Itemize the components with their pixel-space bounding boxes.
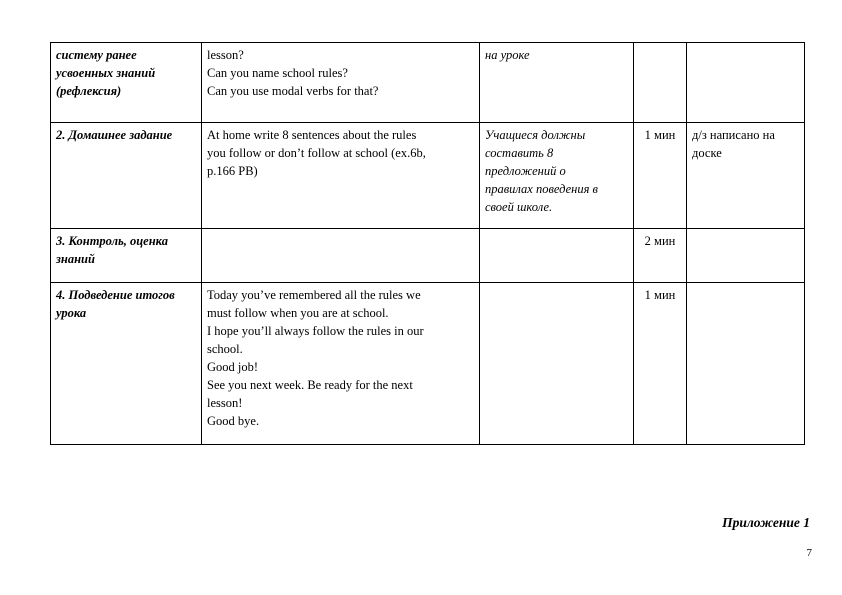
time-cell: 1 мин (634, 283, 687, 445)
student-activity-cell: Учащиеся должны составить 8 предложений о правилах поведения в своей школе. (480, 123, 634, 229)
table-row (51, 229, 805, 283)
stage-cell: 3. Контроль, оценка знаний (51, 229, 202, 283)
student-activity-cell: на уроке (480, 43, 634, 123)
notes-cell (687, 229, 805, 283)
student-activity-cell (480, 283, 634, 445)
table-row (51, 43, 805, 123)
appendix-label: Приложение 1 (722, 515, 810, 530)
table-row (51, 283, 805, 445)
student-activity-cell (480, 229, 634, 283)
notes-cell (687, 283, 805, 445)
time-cell: 2 мин (634, 229, 687, 283)
stage-cell: 4. Подведение итогов урока (51, 283, 202, 445)
stage-cell: системy ранее усвоенных знаний (рефлексия) (51, 43, 202, 123)
notes-cell: д/з написано на доске (687, 123, 805, 229)
time-cell: 1 мин (634, 123, 687, 229)
time-cell (634, 43, 687, 123)
teacher-activity-cell: At home write 8 sentences about the rules you follow or don’t follow at school (ex.6b, p.166 PB) (202, 123, 480, 229)
page-number: 7 (806, 547, 812, 559)
stage-cell: 2. Домашнее задание (51, 123, 202, 229)
teacher-activity-cell (202, 229, 480, 283)
notes-cell (687, 43, 805, 123)
table-row (51, 123, 805, 229)
teacher-activity-cell: lesson? Can you name school rules? Can you use modal verbs for that? (202, 43, 480, 123)
lesson-plan-table (50, 42, 805, 445)
teacher-activity-cell: Today you’ve remembered all the rules we must follow when you are at school. I hope you’ll always follow the rules in our school. Good job! See you next week. Be ready for the next lesson! Good bye. (202, 283, 480, 445)
